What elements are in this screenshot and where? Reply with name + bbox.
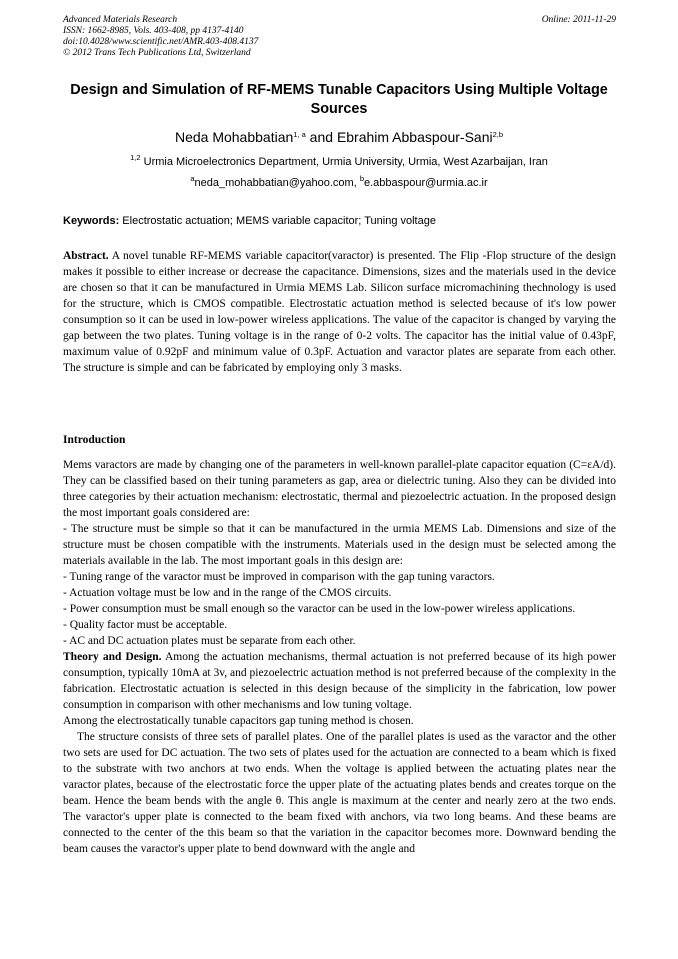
journal-doi: doi:10.4028/www.scientific.net/AMR.403-408.4137 bbox=[63, 37, 259, 47]
keywords-text: Electrostatic actuation; MEMS variable capacitor; Tuning voltage bbox=[119, 215, 436, 227]
intro-paragraph: Mems varactors are made by changing one of the parameters in well-known parallel-plate capacitor equation (C=εA/d). They can be classified based on their tuning parameters as gap, area or dielectric tuning. Also they can be divided into three categories by their actuation mechanism: electrostatic, thermal and piezoelectric actuation. In the proposed design the most important goals considered are: bbox=[63, 459, 616, 519]
author-2: Ebrahim Abbaspour-Sani bbox=[336, 129, 493, 145]
journal-header bbox=[63, 15, 616, 59]
introduction-heading: Introduction bbox=[63, 434, 126, 446]
intro-goal-item: - AC and DC actuation plates must be separate from each other. bbox=[63, 635, 356, 647]
abstract-text: A novel tunable RF-MEMS variable capacitor(varactor) is presented. The Flip -Flop structure of the design makes it possible to either increase or decrease the capacitance. Dimensions, sizes and the materials used in the device are chosen so that it can be manufactured in Urmia MEMS Lab. Silicon surface micromachining thechnology is used for the structure, which is CMOS compatible. Electrostatic actuation method is selected because of it's low power consumption so it can be used in low-power wireless applications. The value of the capacitor is changed by varying the gap between the two plates. Tuning voltage is in the range of 0-2 volts. The capacitor has the initial value of 0.43pF, maximum value of 0.92pF and minimum value of 0.3pF. Actuation and varactor plates are separate from each other. The structure is simple and can be fabricated by employing only 3 masks. bbox=[63, 250, 616, 374]
author-1-affil-marker: 1, a bbox=[293, 130, 306, 139]
keywords-label: Keywords: bbox=[63, 215, 120, 227]
journal-name: Advanced Materials Research bbox=[63, 15, 178, 25]
abstract bbox=[63, 248, 616, 376]
email-b-marker: b bbox=[359, 174, 364, 183]
theory-paragraph: Among the electrostatically tunable capacitors gap tuning method is chosen. bbox=[63, 715, 414, 727]
body-text bbox=[63, 457, 616, 857]
affiliation-marker: 1,2 bbox=[130, 153, 141, 162]
intro-goal-item: - Tuning range of the varactor must be improved in comparison with the gap tuning varactors. bbox=[63, 571, 495, 583]
email-b: e.abbaspour@urmia.ac.ir bbox=[363, 177, 488, 189]
intro-goal-item: - Quality factor must be acceptable. bbox=[63, 619, 228, 631]
author-emails bbox=[60, 176, 618, 190]
author-1: Neda Mohabbatian bbox=[174, 129, 294, 145]
theory-paragraph: The structure consists of three sets of parallel plates. One of the parallel plates is used as the varactor and the other two sets are used for DC actuation. The two sets of plates used for the actuation are connected to a beam which is fixed to the substrate with two anchors at two ends. When the voltage is applied between the actuating plates near the varactor plates, because of the electrostatic force the upper plate of the actuating plates bends and creates torque on the beam. Hence the beam bends with the angle θ. This angle is maximum at the center and nearly zero at the two ends. The varactor's upper plate is connected to the beam fixed with anchors, via two long beams. And these beams are connected to the center of the this beam so that the variation in the capacitor becomes more. Downward bending the beam causes the varactor's upper plate to bend downward with the angle and bbox=[63, 731, 616, 855]
abstract-label: Abstract. bbox=[63, 250, 109, 262]
intro-goal-item: - Power consumption must be small enough so the varactor can be used in the low-power wireless applications. bbox=[63, 603, 576, 615]
author-conjunction: and bbox=[305, 129, 337, 145]
theory-heading: Theory and Design. bbox=[63, 651, 162, 663]
online-date: Online: 2011-11-29 bbox=[541, 15, 616, 25]
intro-goal-item: - The structure must be simple so that it can be manufactured in the urmia MEMS Lab. Dimensions and size of the structure must be chosen compatible with the instruments. Materials used in the design must be selected among the materials available in the lab. The most important goals in this design are: bbox=[63, 523, 616, 567]
intro-goal-item: - Actuation voltage must be low and in the range of the CMOS circuits. bbox=[63, 587, 392, 599]
email-a-marker: a bbox=[190, 174, 195, 183]
journal-copyright: © 2012 Trans Tech Publications Ltd, Switzerland bbox=[63, 48, 251, 58]
keywords bbox=[63, 214, 616, 228]
theory-paragraph bbox=[63, 649, 616, 713]
email-a: neda_mohabbatian@yahoo.com bbox=[194, 177, 354, 189]
paper-title: Design and Simulation of RF-MEMS Tunable Capacitors Using Multiple Voltage Sources bbox=[70, 82, 608, 117]
email-separator: , bbox=[353, 177, 360, 189]
author-2-affil-marker: 2,b bbox=[492, 130, 504, 139]
author-line bbox=[60, 128, 618, 146]
affiliation bbox=[60, 155, 618, 169]
theory-text: Among the actuation mechanisms, thermal actuation is not preferred because of its high power consumption, typically 10mA at 3v, and piezoelectric actuation method is not preferred because of the complexity in the fabrication. Electrostatic actuation is selected in this design because of the simplicity in the fabrication, low power consumption in comparison with other mechanisms and low tuning voltage. bbox=[63, 651, 616, 711]
journal-issn: ISSN: 1662-8985, Vols. 403-408, pp 4137-4140 bbox=[63, 26, 244, 36]
affiliation-text: Urmia Microelectronics Department, Urmia University, Urmia, West Azarbaijan, Iran bbox=[140, 156, 548, 168]
